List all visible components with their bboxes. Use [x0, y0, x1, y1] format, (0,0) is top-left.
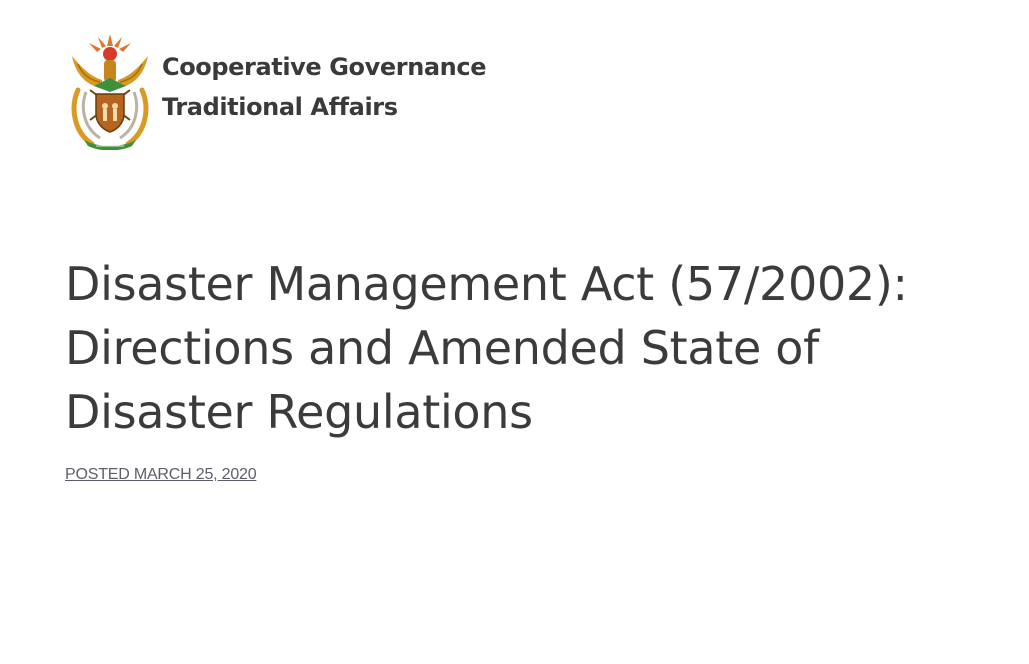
organization-name [162, 47, 486, 127]
site-header [62, 28, 486, 150]
article-title-line-3: Disaster Regulations [65, 385, 533, 439]
article-title [65, 252, 1025, 444]
article-title-line-2: Directions and Amended State of [65, 321, 820, 375]
home-logo-link[interactable] [62, 28, 486, 150]
posted-date-link[interactable]: POSTED MARCH 25, 2020 [65, 466, 257, 483]
article-title-line-1: Disaster Management Act (57/2002): [65, 257, 908, 311]
coat-of-arms-icon [62, 28, 158, 150]
org-name-line-2: Traditional Affairs [162, 93, 398, 121]
org-name-line-1: Cooperative Governance [162, 53, 487, 81]
